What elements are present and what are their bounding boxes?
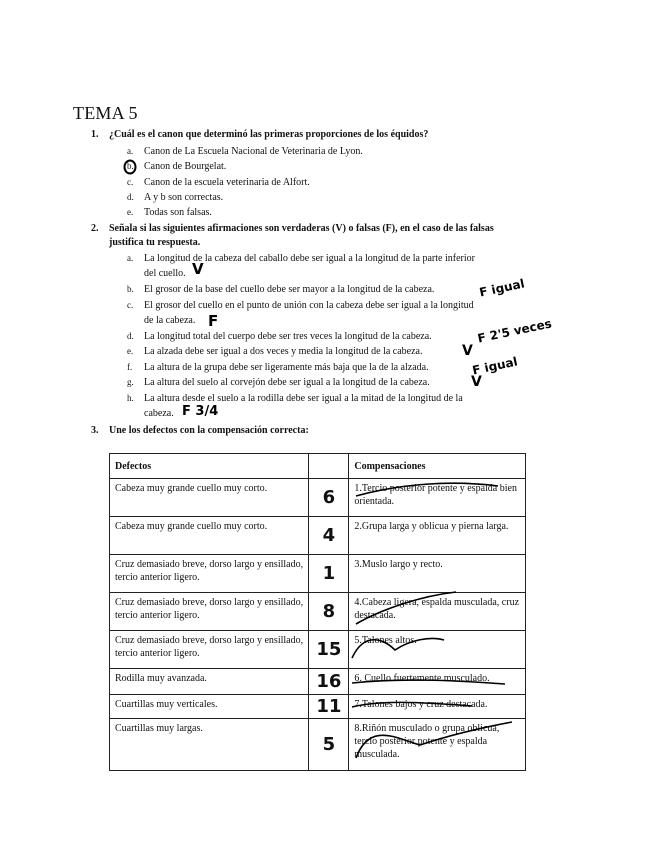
answer-circle-mark [122,158,138,176]
question-text: ¿Cuál es el canon que determinó las primeras proporciones de los équidos? [109,129,429,140]
question-number: 2. [91,223,99,234]
table-header-row [110,454,526,479]
handwritten-answer-a: V [192,260,204,278]
question-text-line1: Señala si las siguientes afirmaciones son verdaderas (V) o falsas (F), en el caso de las falsas [109,223,494,234]
question-3 [91,424,511,438]
q1-option-b[interactable]: b. Canon de Bourgelat. [127,161,227,172]
q2-statement-g: g. La altura del suelo al corvejón debe ser igual a la longitud de la cabeza. [127,377,430,388]
defects-table [109,453,526,771]
handwritten-answer-d: F 2'5 veces [476,316,553,346]
q2-statement-h: h. La altura desde el suelo a la rodilla debe ser igual a la mitad de la longitud de la cabeza. [127,393,463,419]
question-1 [91,128,551,142]
handwritten-answer-g: V [471,374,482,390]
page-title: TEMA 5 [73,103,138,123]
handwritten-answer-b: F igual [478,276,526,300]
question-text: Une los defectos con la compensación correcta: [109,425,309,436]
q1-option-c[interactable]: c. Canon de la escuela veterinaria de Alfort. [127,177,310,188]
q2-statement-b: b. El grosor de la base del cuello debe ser mayor a la longitud de la cabeza. [127,284,435,295]
q2-statement-f: f. La altura de la grupa debe ser ligeramente más baja que la de la alzada. [127,362,429,373]
table-row: Cuartillas muy largas. 5 8.Riñón musculado o grupa oblicua, tercio posterior potente y espalda musculada. [110,719,526,771]
table-row: Cabeza muy grande cuello muy corto. 4 2.Grupa larga y oblicua y pierna larga. [110,517,526,555]
handwritten-answer-f: F igual [471,354,519,378]
answer-cell[interactable]: 11 [309,695,349,719]
q2-statement-a: a. La longitud de la cabeza del caballo debe ser igual a la longitud de la parte inferior del cuello. [127,253,475,279]
handwritten-answer-c: F [208,312,219,330]
answer-cell[interactable]: 15 [309,631,349,669]
answer-cell[interactable]: 5 [309,719,349,771]
answer-cell[interactable]: 4 [309,517,349,555]
answer-cell[interactable]: 1 [309,555,349,593]
q1-option-d[interactable]: d. A y b son correctas. [127,192,224,203]
header-defects: Defectos [110,454,309,479]
answer-cell[interactable]: 8 [309,593,349,631]
table-row: Cruz demasiado breve, dorso largo y ensillado, tercio anterior ligero. 15 5.Talones altos. [110,631,526,669]
question-number: 1. [91,129,99,140]
q1-option-a[interactable]: a. Canon de La Escuela Nacional de Veterinaria de Lyon. [127,146,363,157]
table-row: Cruz demasiado breve, dorso largo y ensillado, tercio anterior ligero. 8 4.Cabeza ligera, espalda musculada, cruz destacada. [110,593,526,631]
question-number: 3. [91,425,99,436]
q2-statement-d: d. La longitud total del cuerpo debe ser tres veces la longitud de la cabeza. [127,331,432,342]
question-2 [91,222,541,250]
answer-cell[interactable]: 6 [309,479,349,517]
q1-option-e[interactable]: e. Todas son falsas. [127,207,212,218]
table-row: Cuartillas muy verticales. 11 7.Talones bajos y cruz destacada. [110,695,526,719]
header-answer [309,454,349,479]
handwritten-answer-e: V [462,343,473,359]
table-row: Rodilla muy avanzada. 16 6. Cuello fuertemente musculado. [110,669,526,695]
table-row: Cruz demasiado breve, dorso largo y ensillado, tercio anterior ligero. 1 3.Muslo largo y recto. [110,555,526,593]
table-row: Cabeza muy grande cuello muy corto. 6 1.Tercio posterior potente y espalda bien orientada. [110,479,526,517]
q2-statement-e: e. La alzada debe ser igual a dos veces y media la longitud de la cabeza. [127,346,423,357]
answer-cell[interactable]: 16 [309,669,349,695]
header-compensations: Compensaciones [349,454,526,479]
question-text-line2: justifica tu respuesta. [109,237,201,248]
q2-statement-c: c. El grosor del cuello en el punto de unión con la cabeza debe ser igual a la longitud de la cabeza. [127,300,474,326]
handwritten-answer-h: F 3/4 [182,404,219,419]
